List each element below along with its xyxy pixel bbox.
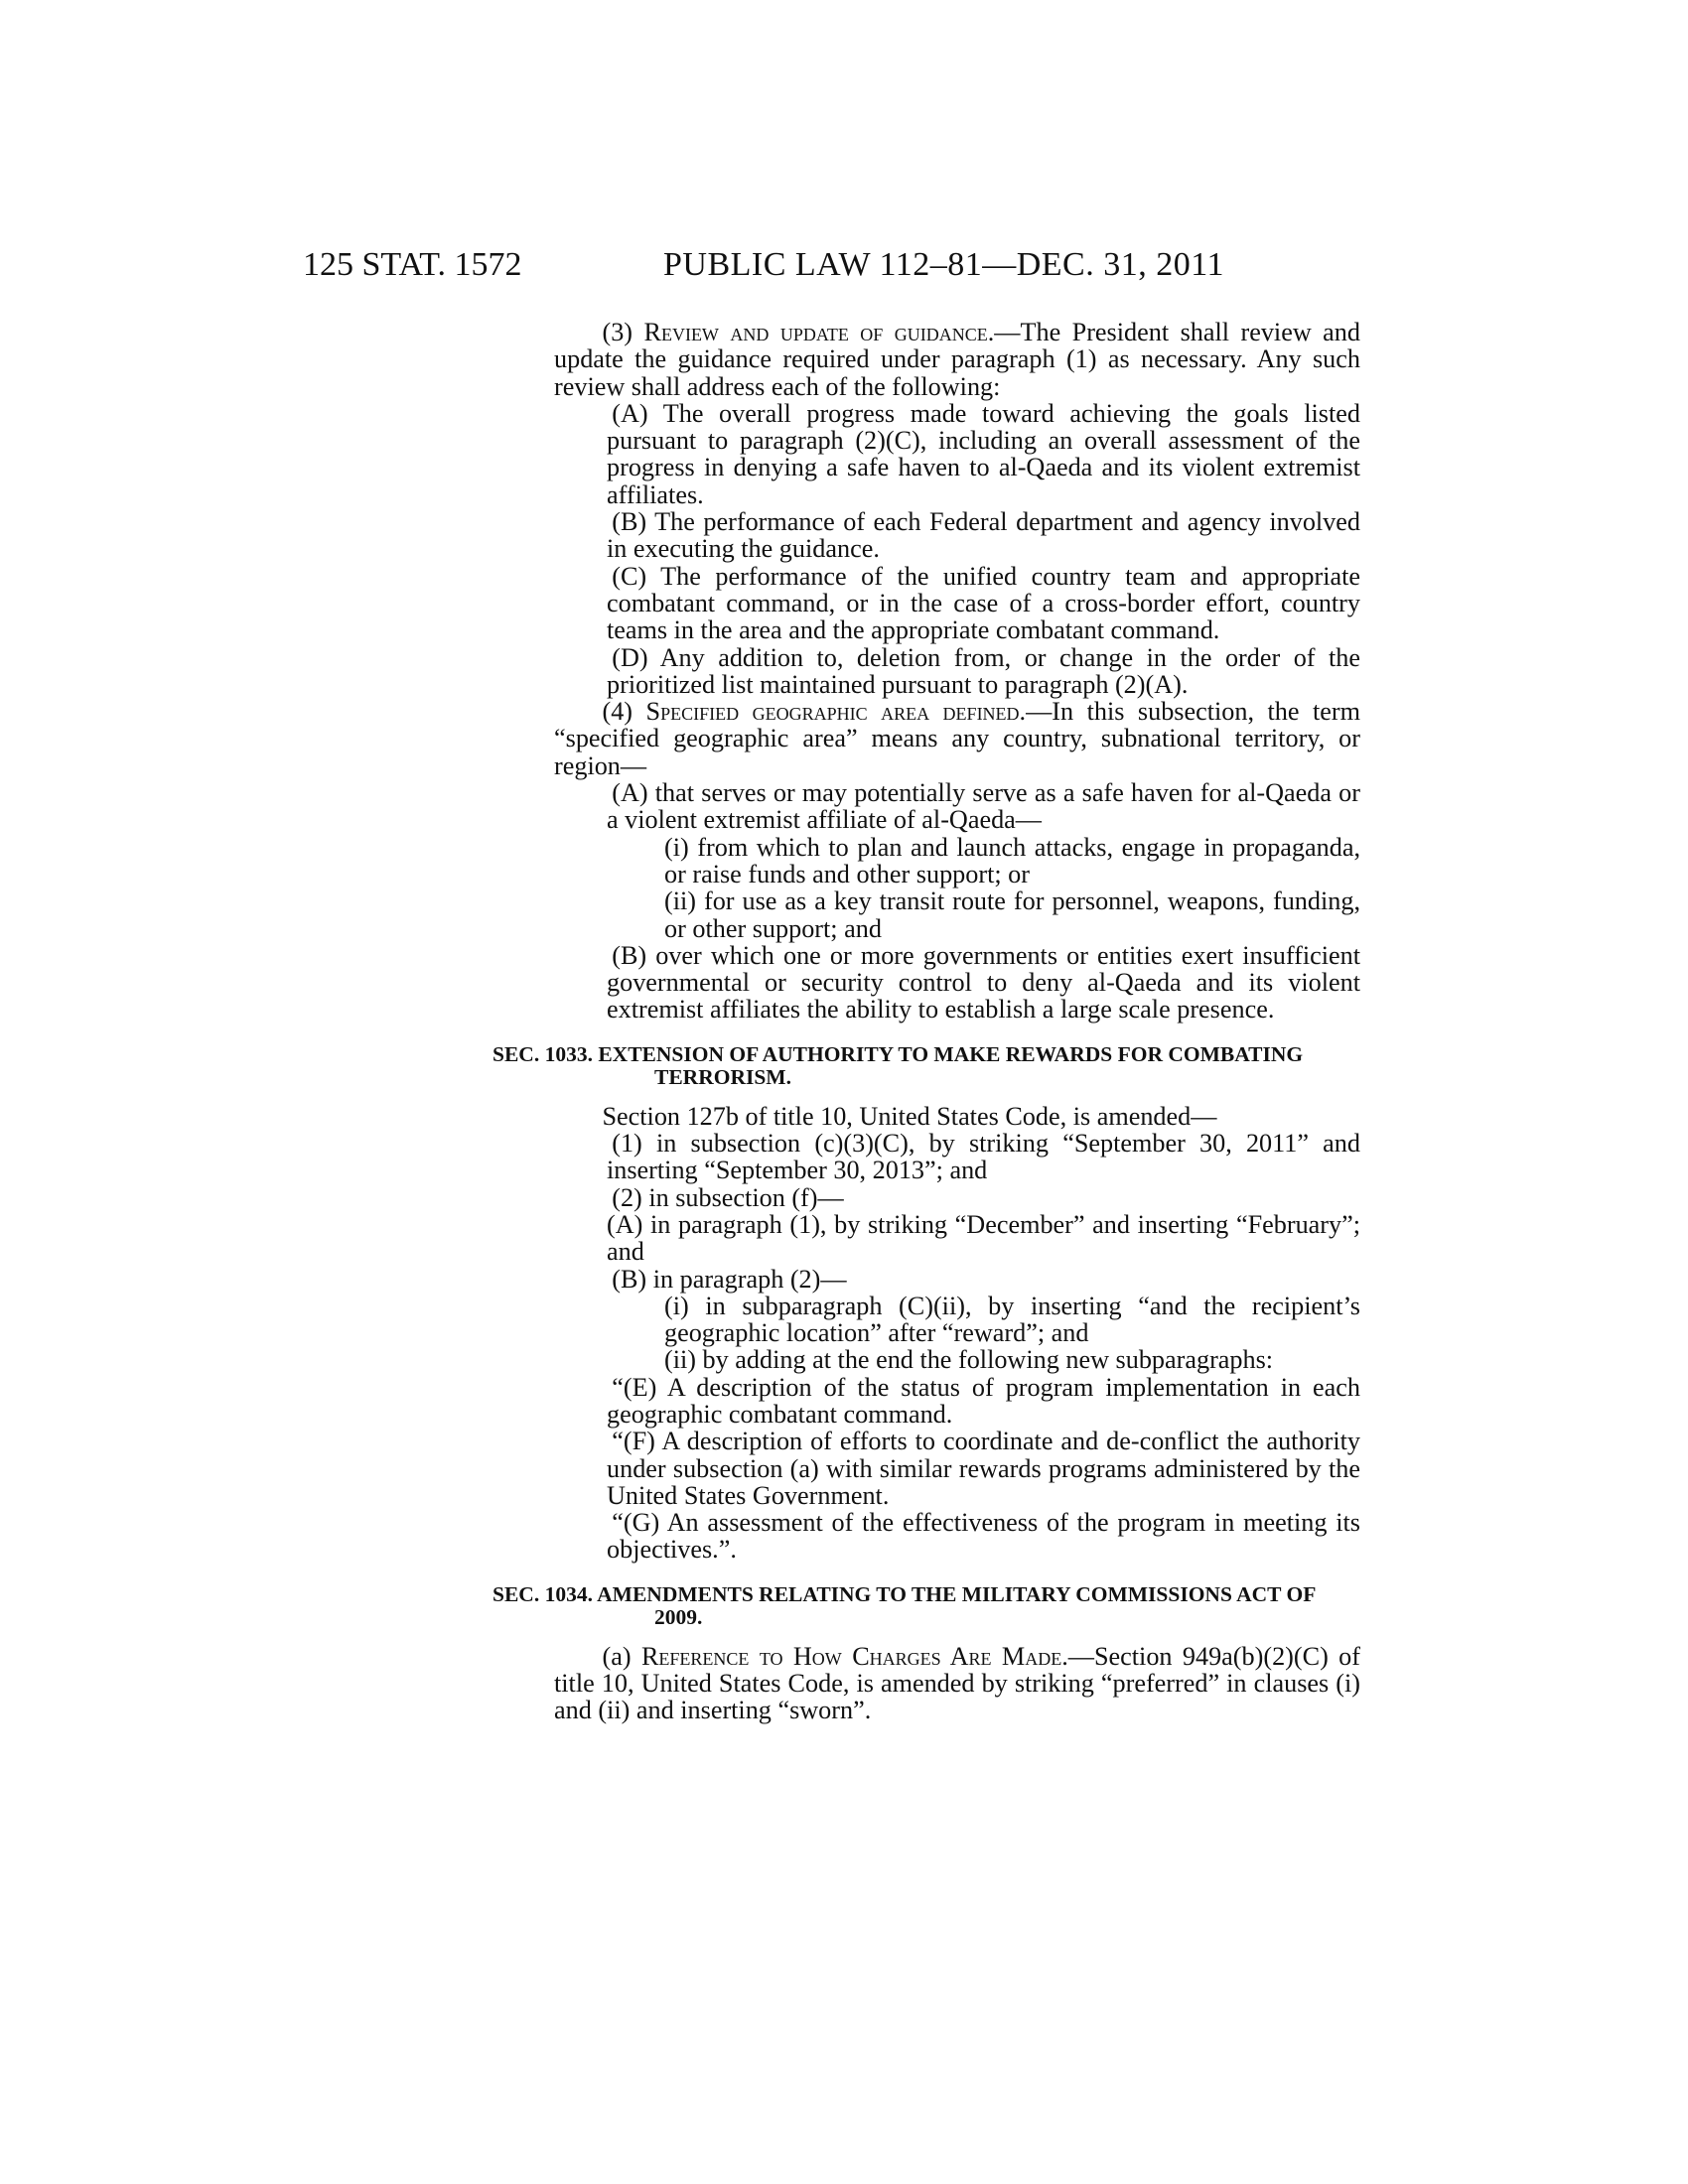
section-1033-item-2-b-i: (i) in subparagraph (C)(ii), by inserting “and the recipient’s geographic location” after “reward”; and xyxy=(664,1291,1360,1348)
quoted-subparagraph-e: “(E) A description of the status of program implementation in each geographic combatant command. xyxy=(607,1372,1360,1429)
subsection-a-heading: Reference to How Charges Are Made. xyxy=(640,1641,1068,1671)
paragraph-3-item-c: (C) The performance of the unified country team and appropriate combatant command, or in the case of a cross-border effort, country teams in the area and the appropriate combatant command. xyxy=(607,561,1360,645)
statute-citation: 125 STAT. 1572 xyxy=(303,246,522,283)
paragraph-3-item-b: (B) The performance of each Federal department and agency involved in executing the guidance. xyxy=(607,507,1360,564)
paragraph-3-item-d: (D) Any addition to, deletion from, or change in the order of the prioritized list maintained pursuant to paragraph (2)(A). xyxy=(607,642,1360,699)
quoted-subparagraph-f: “(F) A description of efforts to coordinate and de-conflict the authority under subsection (a) with similar rewards programs administered by the United States Government. xyxy=(607,1427,1360,1510)
paragraph-3-heading: Review and update of guidance. xyxy=(643,318,995,346)
paragraph-4-item-a-i: (i) from which to plan and launch attacks, engage in propaganda, or raise funds and other support; or xyxy=(664,832,1360,888)
paragraph-4-heading: Specified geographic area defined. xyxy=(645,697,1027,727)
section-1033-title: SEC. 1033. EXTENSION OF AUTHORITY TO MAKE REWARDS FOR COMBATING TERRORISM. xyxy=(492,1041,1304,1089)
paragraph-3: (3) Review and update of guidance.—The President shall review and update the guidance required under paragraph (1) as necessary. Any such review shall address each of the following: xyxy=(554,318,1360,401)
section-1033-intro: Section 127b of title 10, United States Code, is amended— xyxy=(602,1101,1217,1131)
section-1033-item-2: (2) in subsection (f)— xyxy=(612,1182,844,1212)
paragraph-4: (4) Specified geographic area defined.—In this subsection, the term “specified geographic area” means any country, subnational territory, or region— xyxy=(554,697,1360,780)
section-1033-item-1: (1) in subsection (c)(3)(C), by striking “September 30, 2011” and inserting “September 30, 2013”; and xyxy=(607,1129,1360,1185)
section-1033-item-2-b-ii: (ii) by adding at the end the following new subparagraphs: xyxy=(664,1345,1274,1375)
paragraph-4-item-b: (B) over which one or more governments or entities exert insufficient governmental or security control to deny al-Qaeda and its violent extremist affiliates the ability to establish a large scale presence. xyxy=(607,940,1360,1024)
document-body xyxy=(492,318,1361,1725)
section-1033-item-2-a: (A) in paragraph (1), by striking “December” and inserting “February”; and xyxy=(607,1209,1360,1267)
paragraph-4-item-a: (A) that serves or may potentially serve as a safe haven for al-Qaeda or a violent extremist affiliate of al-Qaeda— xyxy=(607,778,1360,835)
public-law-title: PUBLIC LAW 112–81—DEC. 31, 2011 xyxy=(663,246,1224,283)
quoted-subparagraph-g: “(G) An assessment of the effectiveness of the program in meeting its objectives.”. xyxy=(607,1508,1360,1565)
section-1033-item-2-b: (B) in paragraph (2)— xyxy=(612,1264,847,1294)
paragraph-3-item-a: (A) The overall progress made toward achieving the goals listed pursuant to paragraph (2)(C), including an overall assessment of the progress in denying a safe haven to al-Qaeda and its violent extremist affiliates. xyxy=(607,398,1360,509)
section-1034-subsection-a: (a) Reference to How Charges Are Made.—Section 949a(b)(2)(C) of title 10, United States Code, is amended by striking “preferred” in clauses (i) and (ii) and inserting “sworn”. xyxy=(554,1641,1361,1725)
paragraph-4-item-a-ii: (ii) for use as a key transit route for personnel, weapons, funding, or other support; and xyxy=(664,887,1360,943)
section-1034-title: SEC. 1034. AMENDMENTS RELATING TO THE MILITARY COMMISSIONS ACT OF 2009. xyxy=(492,1581,1316,1629)
